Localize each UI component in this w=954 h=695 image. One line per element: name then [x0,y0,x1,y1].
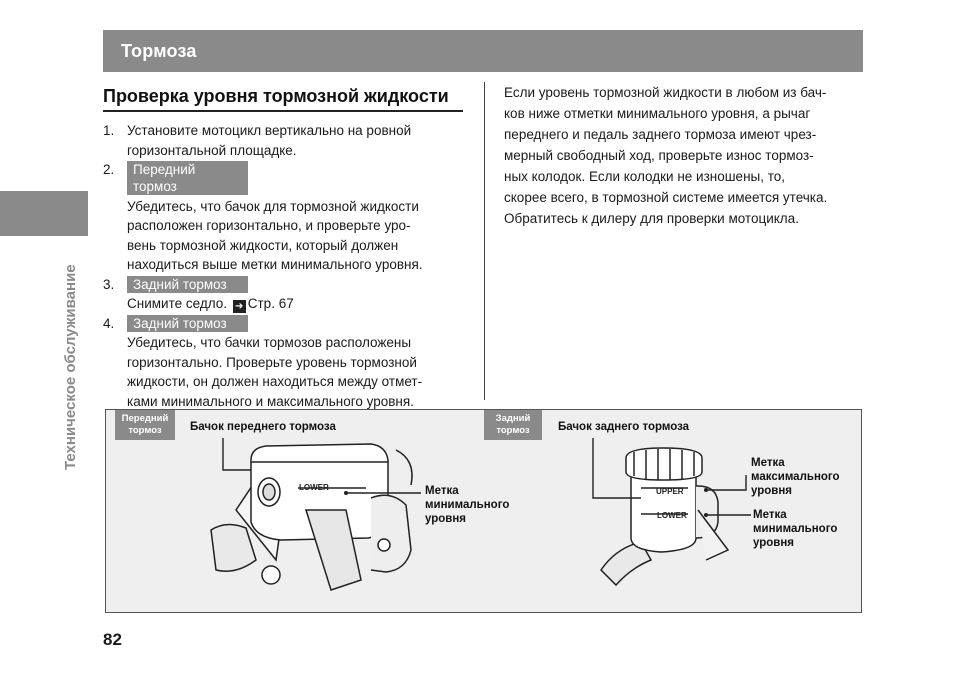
step-number: 1. [103,123,115,138]
label-line: Метка [425,485,459,497]
rear-min-mark-point [704,513,708,517]
step-line: жидкости, он должен находиться между отмет- [127,374,423,389]
label-line: Метка [753,509,787,521]
warning-paragraph [504,82,864,229]
rear-tag-line: Задний [495,413,531,424]
step-line: Установите мотоцикл вертикально на ровной [127,123,412,138]
paragraph-line: ных колодок. Если колодки не изношены, то, [504,169,786,184]
rear-upper-mark-text: UPPER [656,487,684,496]
paragraph-line: скорее всего, в тормозной системе имеется утечка. [504,190,828,205]
page-number: 82 [103,630,122,649]
step-number: 3. [103,276,115,292]
rear-lower-mark-text: LOWER [657,511,687,520]
page-ref-arrow-icon: ➔ [233,300,246,313]
column-divider [484,82,485,400]
step-line: вень тормозной жидкости, который должен [127,237,399,253]
label-line: максимального [751,471,840,483]
title-rule [103,110,463,112]
label-line: уровня [753,537,795,549]
paragraph-line: переднего и педаль заднего тормоза имеют чрез- [504,127,817,142]
front-tag-line: Передний [121,413,169,424]
front-reservoir-drawing [211,444,412,590]
brake-reservoir-figure [105,409,862,613]
rear-tag-line: тормоз [496,425,530,436]
paragraph-line: Если уровень тормозной жидкости в любом из бач- [504,85,827,100]
step-line: расположен горизонтально, и проверьте уро- [127,218,411,233]
step-4 [103,314,463,412]
front-min-level-label [425,484,509,526]
rear-brake-tag [484,410,542,440]
header-title: Тормоза [121,41,197,61]
paragraph-line: Обратитесь к дилеру для проверки мотоцикла. [504,211,799,226]
step-line: горизонтально. Проверьте уровень тормозной [127,354,417,370]
label-line: уровня [751,485,793,497]
front-tag-line: тормоз [128,425,162,436]
step-text: Снимите седло. [127,296,227,311]
paragraph-line: ков ниже отметки минимального уровня, а рычаг [504,106,811,121]
step-1 [103,121,463,160]
step-number: 4. [103,315,115,331]
steps-list [103,121,463,411]
front-min-mark-point [344,491,348,495]
step-tag-rear-brake: Задний тормоз [127,276,248,293]
rear-min-level-label [753,508,837,550]
front-lower-mark-text: LOWER [299,483,329,492]
paragraph-line: мерный свободный ход, проверьте износ тормоз- [504,148,814,163]
step-line [127,294,463,314]
side-label: Техническое обслуживание [62,264,79,470]
step-3 [103,275,463,314]
header-bar [103,30,863,72]
step-line: ками минимального и максимального уровня. [127,393,414,409]
step-line: находиться выше метки минимального уровня. [127,257,423,272]
label-line: Метка [751,457,785,469]
side-tab [0,191,88,236]
step-number: 2. [103,162,115,177]
step-tag-front-brake: Передний тормоз [127,161,248,195]
front-brake-tag [115,410,175,440]
rear-max-level-label [751,456,840,498]
front-reservoir-label: Бачок переднего тормоза [190,421,336,433]
section-title: Проверка уровня тормозной жидкости [103,86,449,106]
rear-max-mark-point [704,488,708,492]
label-line: минимального [425,499,510,511]
step-line: горизонтальной площадке. [127,142,297,158]
step-2 [103,160,463,275]
step-line: Убедитесь, что бачки тормозов расположены [127,335,412,350]
label-line: уровня [425,513,467,525]
rear-reservoir-label: Бачок заднего тормоза [558,421,690,433]
page-ref-link[interactable]: Стр. 67 [247,296,294,311]
step-line: Убедитесь, что бачок для тормозной жидкости [127,198,419,214]
label-line: минимального [753,523,838,535]
step-tag-rear-brake: Задний тормоз [127,315,248,332]
